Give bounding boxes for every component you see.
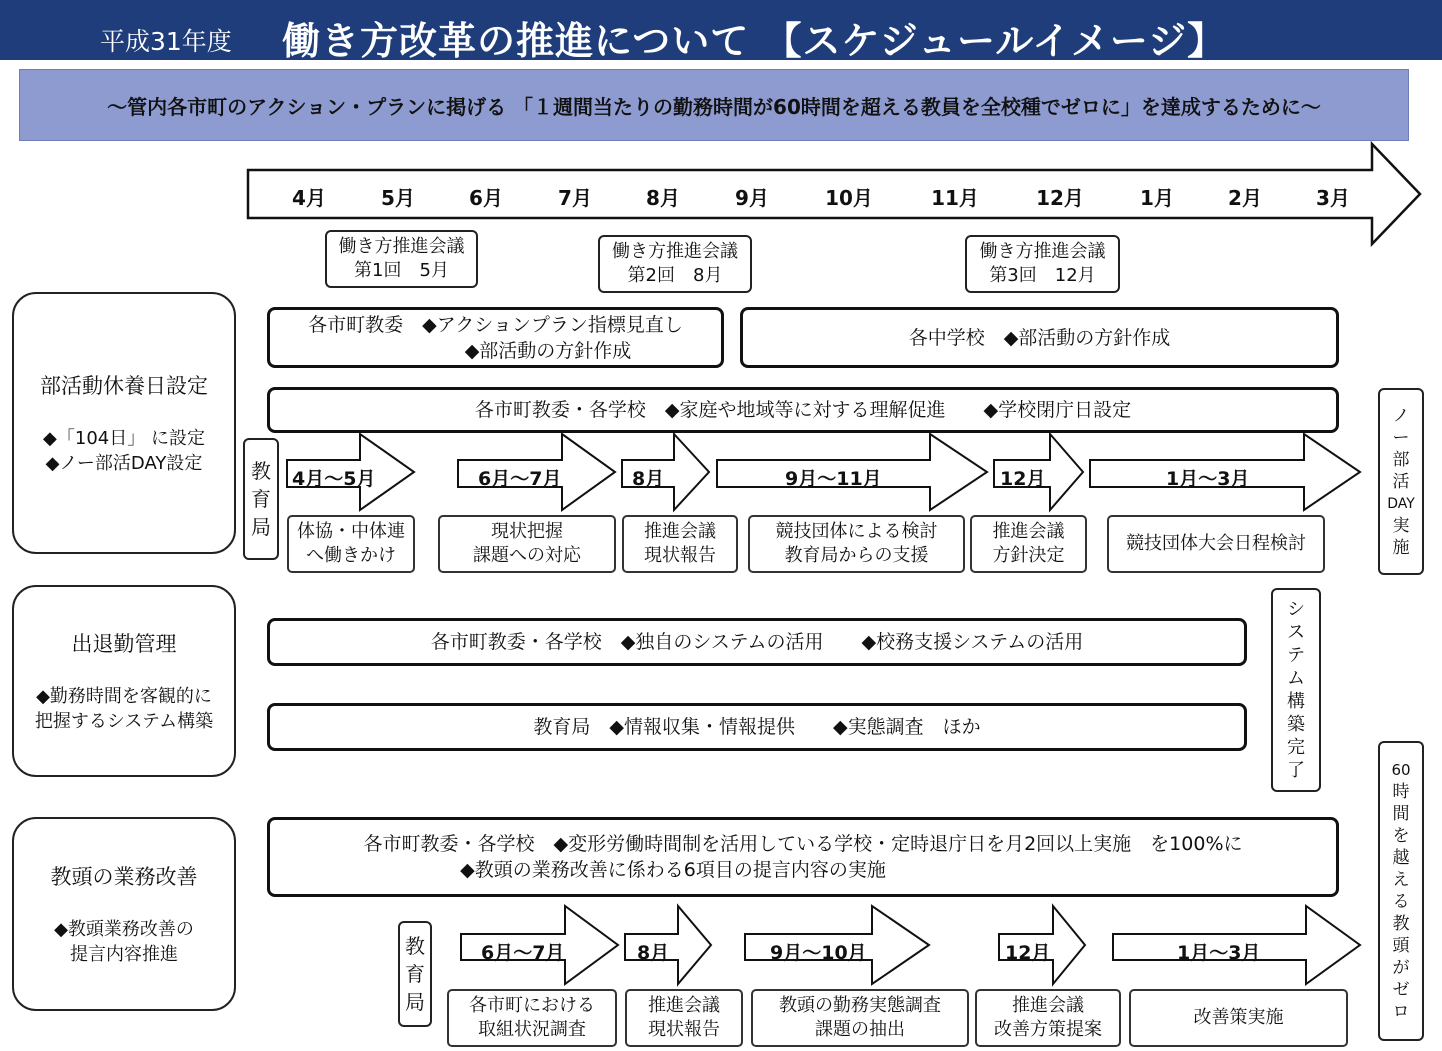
task-box (1107, 515, 1325, 573)
period-label: 9月～11月 (785, 468, 882, 490)
goal-no-club-day (1378, 388, 1424, 575)
month-label: 9月 (735, 186, 769, 210)
category-vice-principal-work (12, 817, 236, 1011)
goal-char: 間 (1392, 804, 1410, 824)
month-label: 2月 (1228, 186, 1262, 210)
goal-char: ム (1287, 668, 1305, 689)
period-label: 12月 (1000, 468, 1046, 490)
goal-char: が (1392, 958, 1410, 978)
month-label: 3月 (1316, 186, 1350, 210)
task-text: 教頭の勤務実態調査 (779, 995, 941, 1016)
goal-char: 活 (1392, 471, 1410, 492)
bar-text: 各市町教委 ◆アクションプラン指標見直し (308, 313, 683, 336)
bar-understanding-promotion (267, 387, 1339, 433)
bar-text: 各中学校 ◆部活動の方針作成 (908, 326, 1171, 349)
month-label: 12月 (1036, 186, 1084, 210)
category-bullet: ◆教頭業務改善の (54, 919, 194, 940)
category-bullet: ◆「104日」 に設定 (43, 428, 205, 449)
task-text: 改善方策提案 (994, 1019, 1102, 1040)
goal-char: 部 (1392, 449, 1410, 470)
category-attendance-management (12, 585, 236, 777)
goal-system-complete (1271, 588, 1321, 792)
goal-char: 実 (1392, 515, 1410, 536)
task-text: 推進会議 (1012, 995, 1084, 1016)
month-label: 8月 (646, 186, 680, 210)
subtitle-text: ～管内各市町のアクション・プランに掲げる 「１週間当たりの勤務時間が60時間を超える教員を全校種でゼロに」を達成するために～ (107, 94, 1321, 119)
meeting-title: 働き方推進会議 (612, 241, 738, 262)
task-box (748, 515, 965, 573)
task-box (970, 515, 1087, 573)
bar-text: 各市町教委・各学校 ◆変形労働時間制を活用している学校・定時退庁日を月2回以上実施 を100%に (363, 833, 1243, 855)
category-bullet: ◆ノー部活DAY設定 (45, 453, 203, 474)
education-office-label (243, 438, 279, 560)
month-label: 11月 (931, 186, 979, 210)
bar-education-office-info (267, 703, 1247, 751)
task-text: 競技団体大会日程検討 (1126, 533, 1306, 554)
meeting-box-1 (325, 230, 478, 288)
goal-char: ノ (1392, 405, 1410, 426)
category-bullet: ◆勤務時間を客観的に (36, 686, 212, 707)
meeting-title: 働き方推進会議 (338, 236, 465, 257)
task-box (287, 515, 415, 573)
task-text: 課題への対応 (473, 545, 581, 566)
goal-char: 築 (1287, 714, 1305, 735)
task-text: 推進会議 (644, 521, 716, 542)
category-club-rest-days (12, 292, 236, 554)
office-char: 教 (251, 459, 271, 483)
task-box (438, 515, 616, 573)
bar-flexible-hours (267, 817, 1339, 897)
period-label: 9月～10月 (770, 942, 867, 964)
period-label: 12月 (1005, 942, 1051, 964)
goal-char: 60 (1391, 761, 1411, 779)
education-office-label (398, 921, 432, 1027)
period-label: 8月 (637, 942, 670, 964)
bar-text: ◆部活動の方針作成 (464, 339, 632, 362)
goal-char: ス (1287, 622, 1305, 643)
task-text: 推進会議 (648, 995, 720, 1016)
task-text: へ働きかけ (306, 545, 396, 566)
office-char: 局 (251, 515, 271, 539)
bar-municipal-boards-action-plan (267, 307, 724, 368)
goal-char: 頭 (1392, 936, 1410, 956)
category-bullet: 把握するシステム構築 (34, 711, 214, 732)
office-char: 局 (405, 990, 425, 1014)
goal-char: 構 (1287, 691, 1305, 712)
bar-text: 各市町教委・各学校 ◆家庭や地域等に対する理解促進 ◆学校閉庁日設定 (474, 399, 1132, 421)
task-text: 取組状況調査 (478, 1019, 586, 1040)
category-title: 教頭の業務改善 (50, 865, 198, 889)
goal-char: ゼ (1392, 980, 1410, 1000)
task-text: 現状報告 (648, 1019, 720, 1040)
goal-char: を (1392, 826, 1410, 846)
task-text: 競技団体による検討 (775, 521, 938, 542)
category-bullet: 提言内容推進 (70, 944, 178, 965)
office-char: 育 (405, 962, 425, 986)
task-text: 方針決定 (992, 545, 1065, 566)
task-text: 現状報告 (644, 545, 716, 566)
subtitle-banner (19, 69, 1409, 141)
meeting-date: 第1回 5月 (354, 260, 449, 281)
goal-char: ー (1392, 427, 1410, 448)
month-label: 10月 (825, 186, 873, 210)
category-title: 出退勤管理 (71, 632, 177, 656)
goal-char: 了 (1287, 760, 1305, 781)
task-text: 現状把握 (491, 521, 563, 542)
goal-char: ロ (1392, 1002, 1410, 1022)
meeting-date: 第3回 12月 (989, 265, 1096, 286)
goal-char: 越 (1392, 848, 1410, 868)
month-label: 6月 (469, 186, 503, 210)
period-label: 1月～3月 (1166, 468, 1250, 490)
category-title: 部活動休養日設定 (40, 374, 208, 398)
period-label: 4月～5月 (292, 468, 376, 490)
meeting-box-3 (965, 235, 1120, 293)
meeting-date: 第2回 8月 (627, 265, 723, 286)
bar-text: 教育局 ◆情報収集・情報提供 ◆実態調査 ほか (533, 716, 981, 738)
goal-char: 施 (1392, 537, 1410, 558)
meeting-box-2 (598, 235, 752, 293)
fiscal-year-label: 平成31年度 (100, 27, 232, 56)
task-box (751, 989, 969, 1047)
task-text: 各市町における (469, 995, 595, 1016)
goal-char: 完 (1287, 737, 1305, 758)
goal-char: テ (1287, 645, 1305, 666)
office-char: 育 (251, 487, 271, 511)
bar-system-utilization (267, 618, 1247, 666)
task-text: 体協・中体連 (297, 521, 405, 542)
goal-char: シ (1287, 599, 1305, 620)
month-label: 4月 (292, 186, 326, 210)
goal-char: 教 (1392, 914, 1410, 934)
task-text: 課題の抽出 (815, 1019, 905, 1040)
meeting-title: 働き方推進会議 (979, 241, 1106, 262)
month-label: 1月 (1140, 186, 1174, 210)
bar-text: ◆教頭の業務改善に係わる6項目の提言内容の実施 (460, 859, 886, 881)
bar-text: 各市町教委・各学校 ◆独自のシステムの活用 ◆校務支援システムの活用 (430, 631, 1084, 653)
bar-junior-high-schools (740, 307, 1339, 368)
month-label: 7月 (558, 186, 592, 210)
goal-char: DAY (1387, 495, 1415, 512)
task-box (975, 989, 1121, 1047)
task-box (1129, 989, 1348, 1047)
month-label: 5月 (381, 186, 415, 210)
office-char: 教 (405, 934, 425, 958)
task-text: 改善策実施 (1193, 1007, 1284, 1028)
page-title: 働き方改革の推進について 【スケジュールイメージ】 (282, 19, 1227, 63)
goal-char: 時 (1392, 782, 1410, 802)
task-text: 教育局からの支援 (784, 545, 929, 566)
task-box (447, 989, 617, 1047)
task-text: 推進会議 (992, 521, 1065, 542)
goal-char: え (1392, 870, 1410, 890)
task-box (625, 989, 743, 1047)
goal-char: る (1392, 892, 1410, 912)
period-label: 6月～7月 (481, 942, 565, 964)
period-label: 8月 (632, 468, 665, 490)
goal-zero-60-hours (1378, 741, 1424, 1041)
period-label: 6月～7月 (478, 468, 562, 490)
period-label: 1月～3月 (1177, 942, 1261, 964)
task-box (622, 515, 738, 573)
